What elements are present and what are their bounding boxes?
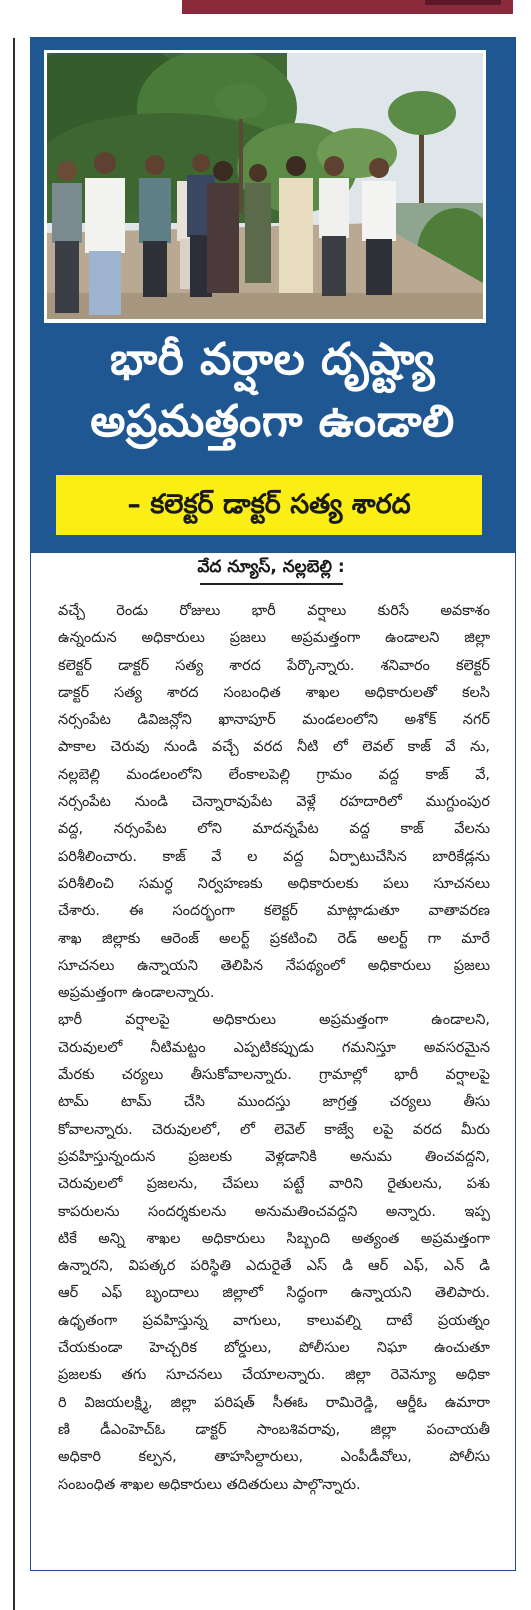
body-line: వద్ద, నర్సంపేట లోని మాదన్నపేట వద్ద కాజ్ వేలను [58,821,490,838]
body-line: నర్సంపేట నుండి చెన్నారావుపేట వెళ్లే రహదారిలో ముగ్దుంపుర [58,794,490,811]
paragraph-2 [58,1007,490,1498]
body-line: మేరకు చర్యలు తీసుకోవాలన్నారు. గ్రామాల్లో భారీ వర్షాలపై [58,1067,490,1084]
body-line: నల్లబెల్లి మండలంలోని లేంకాలపెల్లి గ్రామం వద్ద కాజ్ వే, [58,766,490,783]
body-line: వచ్చే రెండు రోజులు భారీ వర్షాలు కురిసే అవకాశం [58,603,490,619]
news-photo-illustration [47,53,483,319]
body-line: సంబంధిత శాఖల అధికారులు తదితరులు పాల్గొన్నారు. [58,1476,361,1493]
column-divider [13,38,15,1610]
body-line: డాక్టర్ సత్య శారద సంబంధిత శాఖల అధికారులతో కలసి [58,684,490,701]
body-line: కాపరులను సందర్శకులను అనుమతించవద్దని అన్నారు. ఇప్ప [58,1203,490,1220]
body-line: ప్రజలకు తగు సూచనలు చేయాలన్నారు. జిల్లా రెవెన్యూ అధికా [58,1367,490,1384]
body-line: పాకాల చెరువు నుండి వచ్చే వరద నీటి లో లెవల్ కాజ్ వే ను, [58,739,490,756]
body-line: చేయకుండా హెచ్చరిక బోర్డులు, పోలీసుల నిఘా ఉంచుతూ [58,1340,490,1357]
news-photo [47,53,483,319]
body-line: సూచనలు ఉన్నాయని తెలిపిన నేపథ్యంలో అధికారులు ప్రజలు [58,957,490,974]
body-line: చెరువులలో ప్రజలను, చేపలు పట్టే వారిని రైతులను, పశు [58,1176,490,1193]
body-line: నర్సంపేట డివిజన్లోని ఖానాపూర్ మండలంలోని అశోక్ నగర్ [58,712,490,729]
subhead: – కలెక్టర్ డాక్టర్ సత్య శారద [127,489,411,520]
body-line: టికే అన్ని శాఖల అధికారులు సిబ్బంది అత్యంత అప్రమత్తంగా [58,1230,490,1247]
body-line: అప్రమత్తంగా ఉండాలన్నారు. [58,985,215,1002]
body-line: టామ్ టామ్ చేసి ముందస్తు జాగ్రత్త చర్యలు తీసు [58,1094,490,1111]
body-line: చేశారు. ఈ సందర్భంగా కలెక్టర్ మాట్లాడుతూ వాతావరణ [58,903,490,920]
article-body [58,598,490,1499]
body-line: కోవాలన్నారు. చెరువులలో, లో లెవెల్ కాజ్వే లపై వరద మీరు [58,1121,490,1138]
paragraph-1 [58,598,490,1007]
dateline-underline [200,583,343,585]
body-line: ఉధృతంగా ప్రవహిస్తున్న వాగులు, కాలువల్ని దాటే ప్రయత్నం [58,1312,490,1329]
body-line: ఉన్నారని, విపత్కర పరిస్థితి ఎదురైతే ఎస్ డి ఆర్ ఎఫ్, ఎన్ డి [58,1258,490,1275]
body-line: ప్రవహిస్తున్నందున ప్రజలకు వెళ్లడానికి అనుమ తించవద్దని, [58,1148,490,1165]
body-line: పరిశీలించి సమర్ధ నిర్వహణకు అధికారులకు పలు సూచనలు [58,875,490,892]
headline-line-2: అప్రమత్తంగా ఉండాలి [90,396,455,447]
body-line: శాఖ జిల్లాకు ఆరెంజ్ అలర్ట్ ప్రకటించి రెడ్ అలర్ట్ గా మారే [58,930,490,947]
body-line: చెరువులలో నీటిమట్టం ఎప్పటికప్పుడు గమనిస్తూ అవసరమైన [58,1039,490,1056]
body-line: అధికారి కల్పన, తాహసిల్దారులు, ఎంపీడీవోలు, పోలీసు [58,1449,490,1466]
body-line: ణి డీఎంహెచ్ఓ డాక్టర్ సాంబశివరావు, జిల్లా పంచాయతీ [58,1421,490,1438]
body-line: ఆర్ ఎఫ్ బృందాలు జిల్లాలో సిద్ధంగా ఉన్నాయని తెలిపారు. [58,1285,490,1302]
dateline: వేద న్యూస్, నల్లబెల్లి : [197,557,345,577]
headline-line-1: భారీ వర్షాల దృష్ట్యా [109,334,436,385]
body-line: పరిశీలించారు. కాజ్ వే ల వద్ద ఏర్పాటుచేసిన బారికేడ్లను [58,848,490,865]
body-line: ఉన్నందున అధికారులు ప్రజలు అప్రమత్తంగా ఉండాలని జిల్లా [58,630,490,647]
body-line: కలెక్టర్ డాక్టర్ సత్య శారద పేర్కొన్నారు. శనివారం కలెక్టర్ [58,657,490,674]
body-line: భారీ వర్షాలపై అధికారులు అప్రమత్తంగా ఉండాలని, [58,1012,490,1029]
page-header-tab [425,0,501,5]
body-line: రి విజయలక్ష్మి, జిల్లా పరిషత్ సీఈఓ రామిరెడ్డి, ఆర్డీఓ ఉమారా [58,1394,490,1411]
